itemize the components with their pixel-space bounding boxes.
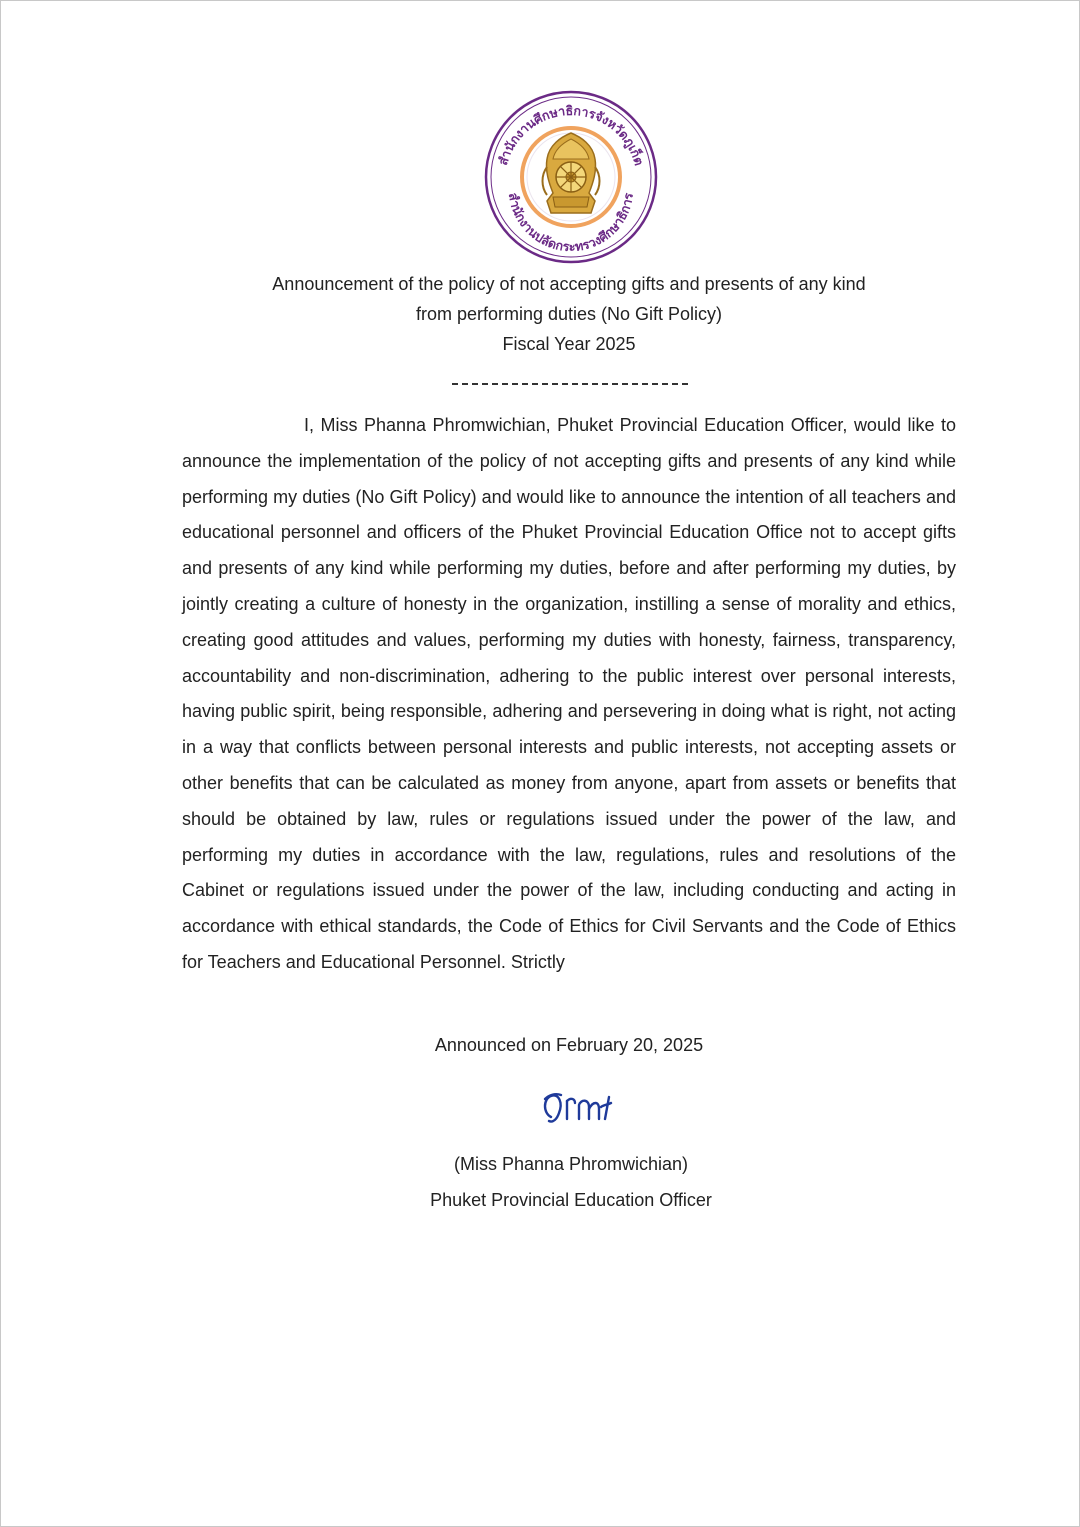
announced-date: Announced on February 20, 2025 [434,1035,704,1055]
seal-top-text: สำนักงานศึกษาธิการจังหวัดภูเก็ต [494,102,647,168]
announcement-body: I, Miss Phanna Phromwichian, Phuket Provincial Education Officer, would like to announce the implementation of the policy of not accepting gifts and presents of any kind while performing my duties (No Gift Policy) and would like to announce the intention of all teachers and educational personnel and officers of the Phuket Provincial Education Office not to accept gifts and presents of any kind while performing my duties, before and after performing my duties, by jointly creating a culture of honesty in the organization, instilling a sense of morality and ethics, creating good attitudes and values, performing my duties with honesty, fairness, transparency, accountability and non-discrimination, adhering to the public interest over personal interests, having public spirit, being responsible, adhering and persevering in doing what is right, not acting in a way that conflicts between personal interests and public interests, not accepting assets or other benefits that can be calculated as money from anyone, apart from assets or benefits that should be obtained by law, rules or regulations issued under the power of the law, and performing my duties in accordance with the law, regulations, rules and resolutions of the Cabinet or regulations issued under the power of the law, including conducting and acting in accordance with ethical standards, the Code of Ethics for Civil Servants and the Code of Ethics for Teachers and Educational Personnel. Strictly [182,415,956,972]
announcement-title [181,269,957,359]
title-line-1: Announcement of the policy of not accepting gifts and presents of any kind [272,274,866,294]
signer-title: Phuket Provincial Education Officer [430,1190,712,1210]
title-line-3: Fiscal Year 2025 [502,334,636,354]
seal-bottom-text: สำนักงานปลัดกระทรวงศึกษาธิการ [505,191,636,255]
signer-name: (Miss Phanna Phromwichian) [453,1154,689,1174]
title-divider [452,383,688,385]
handwritten-signature-icon [537,1087,637,1131]
office-seal [483,89,659,265]
title-line-2: from performing duties (No Gift Policy) [415,304,723,324]
